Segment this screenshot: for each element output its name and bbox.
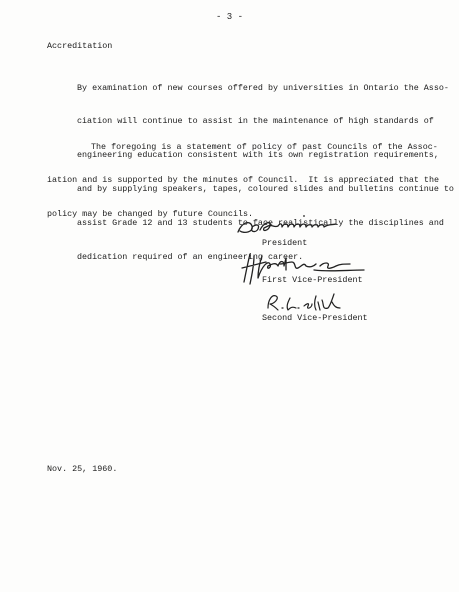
paragraph-line: dedication required of an engineering career. bbox=[77, 252, 304, 263]
first-vice-president-title: First Vice-President bbox=[262, 275, 363, 285]
second-vice-president-signature bbox=[262, 288, 342, 314]
section-heading: Accreditation bbox=[47, 41, 113, 51]
president-title: President bbox=[262, 238, 308, 248]
statement-line: iation and is supported by the minutes of Council. It is appreciated that the bbox=[47, 175, 440, 186]
page-number: - 3 - bbox=[215, 12, 243, 22]
statement-line: The foregoing is a statement of policy of past Councils of the Assoc- bbox=[91, 141, 438, 152]
paragraph-line: By examination of new courses offered by universities in Ontario the Asso- bbox=[77, 82, 449, 93]
paragraph-line: ciation will continue to assist in the maintenance of high standards of bbox=[77, 116, 434, 127]
second-vice-president-title: Second Vice-President bbox=[262, 313, 368, 323]
paragraph-line: assist Grade 12 and 13 students to face realistically the disciplines and bbox=[77, 218, 444, 229]
president-signature bbox=[232, 210, 352, 240]
statement-line: policy may be changed by future Councils. bbox=[47, 209, 254, 220]
document-date: Nov. 25, 1960. bbox=[47, 464, 118, 474]
paragraph-line: engineering education consistent with its own registration requirements, bbox=[77, 150, 439, 161]
paragraph-line: and by supplying speakers, tapes, coloured slides and bulletins continue to bbox=[77, 184, 454, 195]
